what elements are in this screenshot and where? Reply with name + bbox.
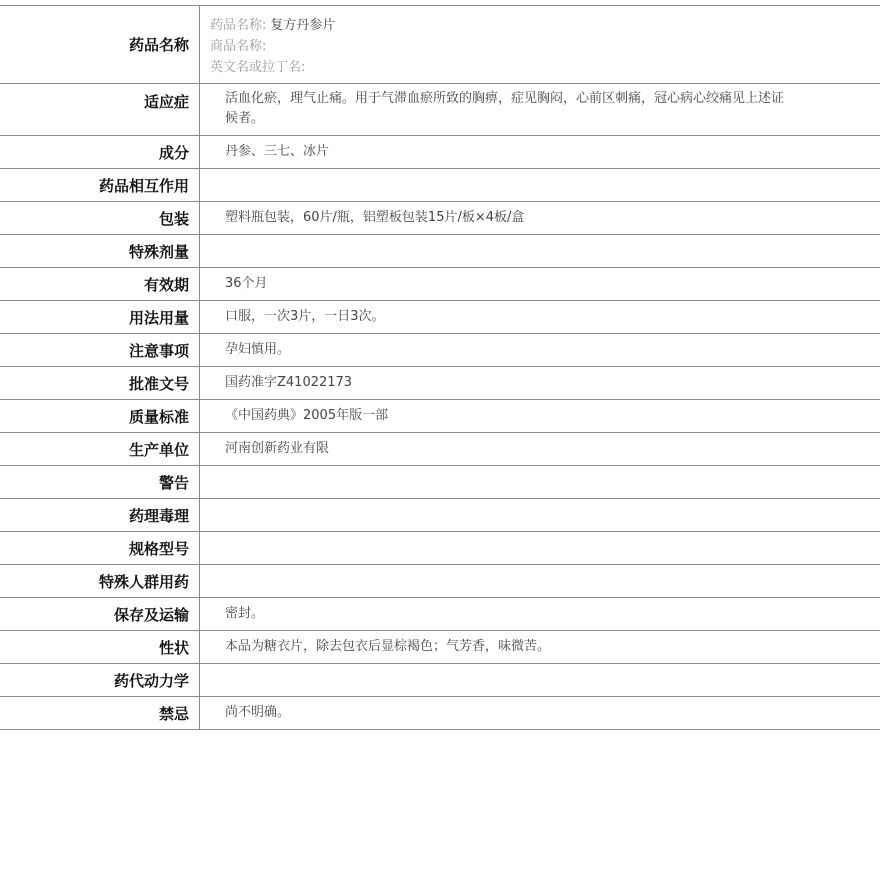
- precautions-label: 注意事项: [0, 334, 200, 366]
- english-name-key: 英文名或拉丁名:: [210, 60, 306, 75]
- contraindications-row: [0, 697, 880, 730]
- ingredients-label: 成分: [0, 136, 200, 168]
- quality-standard-row: [0, 400, 880, 433]
- interactions-row: [0, 169, 880, 202]
- pharmacokinetics-label: 药代动力学: [0, 664, 200, 696]
- special-dosage-value: [200, 235, 880, 267]
- trade-name-line: [210, 36, 270, 57]
- shelf-life-row: [0, 268, 880, 301]
- drug-name-label: 药品名称: [0, 6, 200, 83]
- warning-row: [0, 466, 880, 499]
- ingredients-row: [0, 136, 880, 169]
- english-name-line: [210, 57, 309, 78]
- shelf-life-label: 有效期: [0, 268, 200, 300]
- usage-dosage-row: [0, 301, 880, 334]
- warning-value: [200, 466, 880, 498]
- quality-standard-value: 《中国药典》2005年版一部: [225, 408, 389, 423]
- usage-dosage-label: 用法用量: [0, 301, 200, 333]
- specification-label: 规格型号: [0, 532, 200, 564]
- shelf-life-value: 36个月: [225, 276, 268, 291]
- approval-number-row: [0, 367, 880, 400]
- packaging-label: 包装: [0, 202, 200, 234]
- specification-row: [0, 532, 880, 565]
- special-populations-value: [200, 565, 880, 597]
- approval-number-label: 批准文号: [0, 367, 200, 399]
- description-row: [0, 631, 880, 664]
- pharmacokinetics-value: [200, 664, 880, 696]
- storage-transport-row: [0, 598, 880, 631]
- pharmacology-toxicology-row: [0, 499, 880, 532]
- precautions-value: 孕妇慎用。: [225, 342, 291, 357]
- indications-value: 活血化瘀，理气止痛。用于气滞血瘀所致的胸痹，症见胸闷，心前区刺痛，冠心病心绞痛见上述证候者。: [225, 91, 785, 126]
- pharmacology-toxicology-value: [200, 499, 880, 531]
- description-value: 本品为糖衣片，除去包衣后显棕褐色；气芳香，味微苦。: [225, 639, 551, 654]
- approval-number-value: 国药准字Z41022173: [225, 375, 353, 390]
- storage-transport-value: 密封。: [225, 606, 265, 621]
- ingredients-value: 丹参、三七、冰片: [225, 144, 330, 159]
- special-dosage-row: [0, 235, 880, 268]
- storage-transport-label: 保存及运输: [0, 598, 200, 630]
- contraindications-value: 尚不明确。: [225, 705, 291, 720]
- usage-dosage-value: 口服，一次3片，一日3次。: [225, 309, 385, 324]
- warning-label: 警告: [0, 466, 200, 498]
- pharmacology-toxicology-label: 药理毒理: [0, 499, 200, 531]
- generic-name-value: 复方丹参片: [270, 18, 336, 33]
- manufacturer-row: [0, 433, 880, 466]
- indications-row: [0, 84, 880, 136]
- drug-info-table: [0, 5, 880, 730]
- quality-standard-label: 质量标准: [0, 400, 200, 432]
- packaging-row: [0, 202, 880, 235]
- pharmacokinetics-row: [0, 664, 880, 697]
- english-name-value: [305, 60, 309, 75]
- drug-name-row: [0, 6, 880, 84]
- manufacturer-value: 河南创新药业有限: [225, 441, 330, 456]
- special-populations-row: [0, 565, 880, 598]
- generic-name-line: [210, 15, 335, 36]
- drug-name-values: [200, 6, 880, 83]
- special-dosage-label: 特殊剂量: [0, 235, 200, 267]
- special-populations-label: 特殊人群用药: [0, 565, 200, 597]
- trade-name-key: 商品名称:: [210, 39, 267, 54]
- indications-label: 适应症: [0, 84, 200, 135]
- specification-value: [200, 532, 880, 564]
- packaging-value: 塑料瓶包装，60片/瓶，铝塑板包装15片/板×4板/盒: [225, 210, 525, 225]
- interactions-value: [200, 169, 880, 201]
- generic-name-key: 药品名称:: [210, 18, 267, 33]
- manufacturer-label: 生产单位: [0, 433, 200, 465]
- interactions-label: 药品相互作用: [0, 169, 200, 201]
- description-label: 性状: [0, 631, 200, 663]
- trade-name-value: [266, 39, 270, 54]
- precautions-row: [0, 334, 880, 367]
- contraindications-label: 禁忌: [0, 697, 200, 729]
